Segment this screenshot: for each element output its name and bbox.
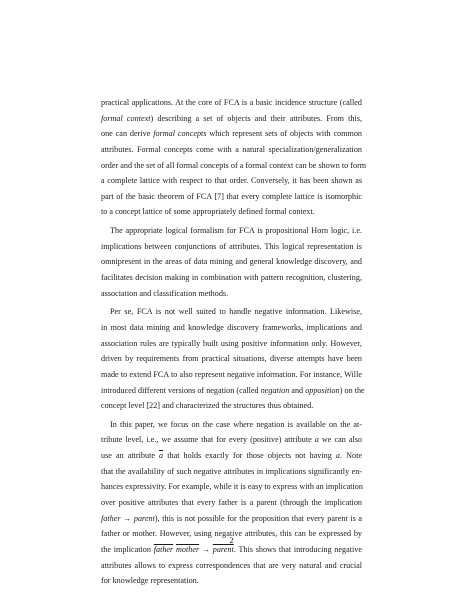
text-line: to a concept lattice of some appropriately defined formal context. [101,207,315,217]
text-line: that the availability of such negative attributes in implications significantly en- [101,466,362,476]
text-line: concept level [22] and characterized the structures thus obtained. [101,401,314,411]
text-line: father or mother. However, using negative attributes, this can be expressed by [101,529,362,539]
text-line: facilitates decision making in combination with pattern recognition, clustering, [101,273,362,283]
text-line: hances expressivity. For example, while it is easy to express with an implication [101,482,363,492]
text-line: practical applications. At the core of FCA is a basic incidence structure (called [101,98,362,107]
text-line: order and the set of all formal concepts of a formal context can be shown to form [101,160,367,170]
text-line: for knowledge representation. [101,576,199,586]
text-line: introduced different versions of negation (called negation and opposition) on the [101,385,365,395]
math-symbol: father [153,544,174,554]
text-line: father → parent), this is not possible for the proposition that every parent is a [101,513,363,523]
text-line: the implication father mother → parent. This shows that introducing negative [101,544,362,554]
emphasis: formal concepts [153,129,207,139]
text-line: association and classification methods. [101,288,229,298]
emphasis: formal context [101,113,151,123]
text-line: over positive attributes that every father is a parent (through the implication [101,498,362,508]
text-line: use an attribute $\overline{a}$ that holds exactly for those objects not having a. Note [101,451,362,461]
math-symbol: father [101,513,121,523]
math-symbol: $\overline{a}$ [159,451,164,461]
text-line: a complete lattice with respect to that order. Conversely, it has been shown as [101,176,362,186]
math-symbol: parent [212,544,234,554]
text-line: driven by requirements from practical situations, diverse attempts have been [101,354,362,364]
page-number: 2 [229,536,234,545]
math-symbol: parent [133,513,155,523]
text-line: implications between conjunctions of attributes. This logical representation is [101,241,362,251]
text-line: In this paper, we focus on the case where negation is available on the at- [110,419,362,429]
text-line: part of the basic theorem of FCA [7] that every complete lattice is isomorphic [101,191,362,201]
text-line: attributes. Formal concepts come with a natural specialization/generalization [101,144,362,154]
text-line: one can derive formal concepts which represent sets of objects with common [101,129,362,139]
text-line: omnipresent in the areas of data mining and general knowledge discovery, and [101,257,362,267]
emphasis: opposition [305,385,340,395]
text-line: made to extend FCA to also represent negative information. For instance, Wille [101,369,362,379]
paper-body [101,95,367,589]
text-line: tribute level, i.e., we assume that for every (positive) attribute a we can also [101,435,362,445]
text-line: The appropriate logical formalism for FCA is propositional Horn logic, i.e. [110,226,362,236]
emphasis: negation [260,385,290,395]
text-line: in most data mining and knowledge discovery frameworks, implications and [101,322,362,332]
text-line: association rules are typically built using positive information only. However, [101,338,362,348]
math-symbol: a [314,435,319,445]
math-symbol: a [335,451,340,461]
text-line: Per se, FCA is not well suited to handle negative information. Likewise, [110,307,362,317]
text-line: formal context) describing a set of objects and their attributes. From this, [101,113,362,123]
math-symbol: mother [175,544,200,554]
text-line: attributes allows to express correspondences that are very natural and crucial [101,560,362,570]
